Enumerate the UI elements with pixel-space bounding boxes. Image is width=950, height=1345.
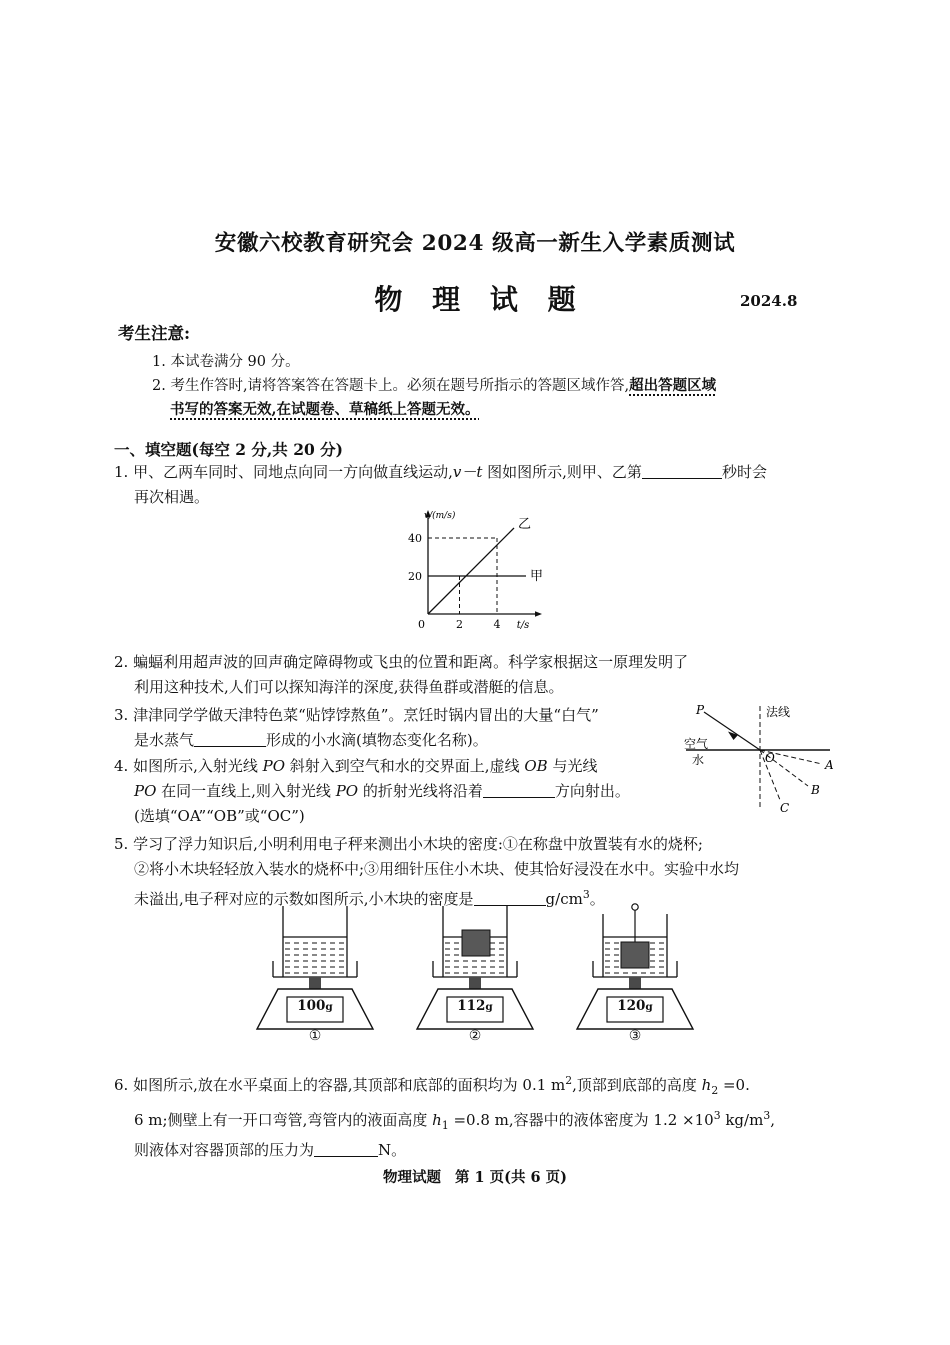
vt-x-axis-label: t/s [516, 620, 530, 630]
refraction-label-B: B [811, 783, 820, 797]
question-6-number: 6. [114, 1076, 129, 1094]
question-4-italic-po-1: PO [262, 757, 286, 775]
question-1-number: 1. [114, 463, 129, 481]
vt-x-tick-2: 2 [456, 618, 463, 630]
question-5-text-a: 未溢出,电子秤对应的示数如图所示,小木块的密度是 [134, 890, 474, 908]
question-6-answer-blank[interactable] [314, 1141, 378, 1157]
page-footer [0, 1166, 950, 1187]
question-2-number: 2. [114, 653, 129, 671]
velocity-time-graph-figure [398, 506, 558, 630]
refraction-label-O: O [765, 751, 775, 765]
scale-3-reading: 120g [617, 998, 653, 1014]
refraction-label-normal: 法线 [766, 705, 791, 719]
question-5-line-2: ②将小木块轻轻放入装水的烧杯中;③用细针压住小木块、使其恰好浸没在水中。实验中水均 [134, 860, 740, 878]
refraction-label-water: 水 [692, 753, 705, 767]
refraction-diagram-figure [682, 704, 850, 822]
question-6-area-exponent: 2 [565, 1074, 573, 1087]
footer-page-number: 第 1 页(共 6 页) [454, 1169, 568, 1186]
question-6-italic-h2: h [701, 1076, 712, 1094]
notice-item-2-emphasis-1: 超出答题区域 [629, 377, 717, 394]
question-3-line-1: 津津同学学做天津特色菜“贴饽饽熬鱼”。烹饪时锅内冒出的大量“白气” [133, 706, 599, 724]
question-1-line-2: 再次相遇。 [134, 488, 210, 506]
vt-series-label-jia: 甲 [530, 569, 544, 584]
question-4-text-e: 的折射光线将沿着 [358, 782, 483, 800]
question-4-line-2 [134, 779, 679, 804]
question-4-italic-po-3: PO [335, 782, 359, 800]
question-1-italic-vt: v－t [452, 463, 483, 481]
refraction-diagram-svg [682, 704, 850, 822]
question-1-text-b: 图如图所示,则甲、乙第 [482, 463, 642, 481]
refraction-label-A: A [825, 758, 834, 772]
question-2-line-2: 利用这种技术,人们可以探知海洋的深度,获得鱼群或潜艇的信息。 [134, 678, 564, 696]
question-6-text-b: ,顶部到底部的高度 [572, 1076, 702, 1094]
scale-2-label: ② [468, 1028, 482, 1044]
question-3 [114, 703, 674, 753]
question-4-text-b: 斜射入到空气和水的交界面上,虚线 [285, 757, 525, 775]
question-6-text-c: =0. [718, 1076, 750, 1094]
question-5-line-1: 学习了浮力知识后,小明利用电子秤来测出小木块的密度:①在称盘中放置装有水的烧杯; [133, 835, 703, 853]
exam-title: 安徽六校教育研究会 2024 级高一新生入学素质测试 [214, 231, 736, 256]
question-4-italic-po-2: PO [134, 782, 157, 800]
question-1 [114, 460, 844, 510]
question-4-line-3: (选填“OA”“OB”或“OC”) [134, 807, 305, 825]
question-6-text-g: , [770, 1111, 775, 1129]
question-6-text-i: N。 [378, 1141, 407, 1159]
vt-y-tick-40: 40 [408, 532, 422, 545]
scale-1-label: ① [308, 1028, 322, 1044]
notice-item-2 [152, 374, 852, 422]
refraction-label-P: P [696, 704, 705, 717]
question-4 [114, 754, 679, 829]
question-3-answer-blank[interactable] [194, 731, 266, 747]
question-2-line-1: 蝙蝠利用超声波的回声确定障碍物或飞虫的位置和距离。科学家根据这一原理发明了 [133, 653, 689, 671]
question-2 [114, 650, 844, 700]
question-3-line-2 [134, 728, 674, 753]
question-6 [114, 1068, 844, 1163]
question-5-text-b: g/cm [545, 890, 583, 908]
question-6-italic-h1: h [432, 1111, 442, 1129]
refraction-label-air: 空气 [684, 737, 709, 751]
question-6-line-2 [134, 1103, 844, 1138]
electronic-scale-figure [232, 902, 718, 1050]
vt-series-label-yi: 乙 [518, 517, 532, 532]
scale-2-reading: 112g [457, 998, 493, 1014]
question-4-text-c: 与光线 [547, 757, 598, 775]
notice-item-2-text: 2. 考生作答时,请将答案答在答题卡上。必须在题号所指示的答题区域作答, [152, 378, 630, 394]
paper-date: 2024.8 [740, 292, 798, 310]
question-6-text-h: 则液体对容器顶部的压力为 [134, 1141, 315, 1159]
question-1-text-c: 秒时会 [721, 463, 767, 481]
question-6-text-a: 如图所示,放在水平桌面上的容器,其顶部和底部的面积均为 0.1 m [133, 1076, 566, 1094]
scale-diagram-1 [240, 902, 390, 1050]
vt-y-tick-20: 20 [408, 570, 422, 583]
question-3-text-a: 是水蒸气 [134, 731, 195, 749]
question-3-number: 3. [114, 706, 129, 724]
refraction-label-C: C [780, 801, 790, 815]
question-4-number: 4. [114, 757, 129, 775]
paper-title: 物 理 试 题 [374, 283, 586, 316]
question-5-text-c: 。 [589, 890, 605, 908]
scale-1-reading: 100g [297, 998, 333, 1014]
footer-subject: 物理试题 [382, 1169, 441, 1186]
question-6-line-3 [134, 1138, 844, 1163]
question-6-h1-subscript: 1 [441, 1119, 449, 1132]
question-5-number: 5. [114, 835, 129, 853]
question-6-volume-exponent: 3 [763, 1109, 771, 1122]
question-4-text-f: 方向射出。 [554, 782, 630, 800]
question-6-text-d: 6 m;侧壁上有一开口弯管,弯管内的液面高度 [134, 1111, 433, 1129]
question-4-text-a: 如图所示,入射光线 [133, 757, 263, 775]
question-4-text-d: 在同一直线上,则入射光线 [156, 782, 336, 800]
question-4-answer-blank[interactable] [483, 782, 555, 798]
notice-heading: 考生注意: [118, 324, 191, 343]
vt-y-axis-label: v/(m/s) [424, 511, 456, 521]
section-heading-fill-in-blanks: 一、填空题(每空 2 分,共 20 分) [114, 440, 344, 459]
question-4-italic-ob: OB [524, 757, 548, 775]
question-5 [114, 832, 844, 912]
question-6-text-f: kg/m [720, 1111, 764, 1129]
question-3-text-b: 形成的小水滴(填物态变化名称)。 [266, 731, 488, 749]
question-1-answer-blank[interactable] [642, 463, 722, 479]
notice-item-2-emphasis-2: 书写的答案无效,在试题卷、草稿纸上答题无效。 [170, 401, 480, 418]
notice-item-1: 1. 本试卷满分 90 分。 [152, 354, 300, 370]
question-6-text-e: =0.8 m,容器中的液体密度为 1.2 ×10 [448, 1111, 714, 1129]
scale-diagram-3 [560, 902, 710, 1050]
scale-diagram-2 [400, 902, 550, 1050]
velocity-time-graph-svg [398, 506, 558, 630]
scale-3-label: ③ [628, 1028, 642, 1044]
question-1-text-a: 甲、乙两车同时、同地点向同一方向做直线运动, [133, 463, 453, 481]
question-6-h2-subscript: 2 [711, 1084, 719, 1097]
vt-origin-label: 0 [418, 618, 425, 630]
question-6-density-exponent: 3 [713, 1109, 721, 1122]
question-5-unit-exponent: 3 [582, 888, 590, 901]
vt-x-tick-4: 4 [493, 618, 501, 630]
